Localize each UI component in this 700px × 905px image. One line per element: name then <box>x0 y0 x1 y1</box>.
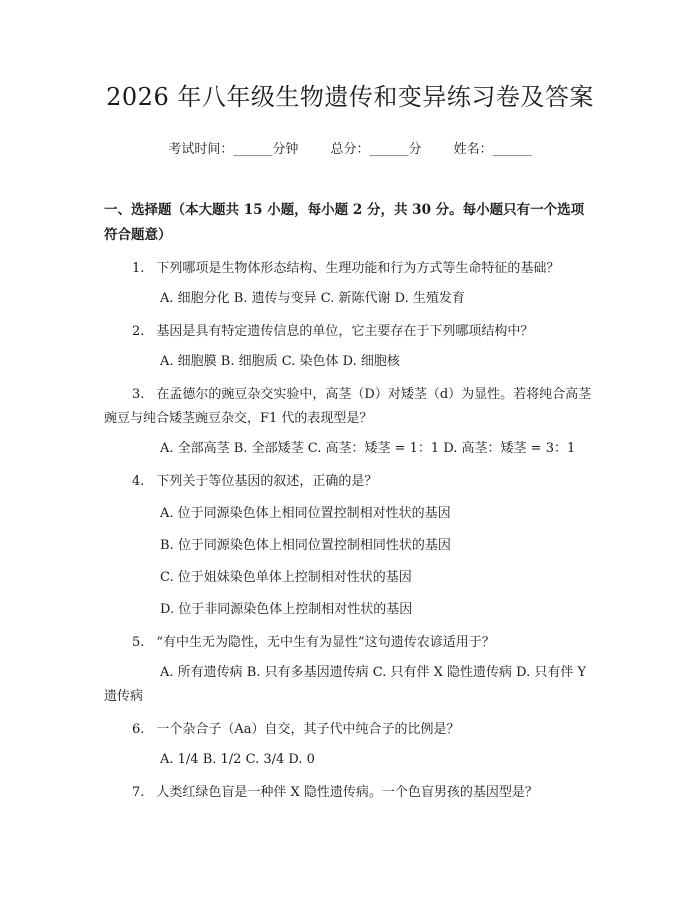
question-options: A. 细胞分化 B. 遗传与变异 C. 新陈代谢 D. 生殖发育 <box>160 291 465 306</box>
page-title: 2026 年八年级生物遗传和变异练习卷及答案 <box>106 83 594 111</box>
option-d: D. 位于非同源染色体上控制相对性状的基因 <box>160 602 413 617</box>
question-stem <box>104 257 596 281</box>
question-number: 1. <box>132 261 145 276</box>
question-options: A. 所有遗传病 B. 只有多基因遗传病 C. 只有伴 X 隐性遗传病 D. 只有伴 Y 遗传病 <box>104 665 587 704</box>
question-2 <box>104 320 596 374</box>
exam-meta <box>104 140 596 160</box>
question-options: A. 细胞膜 B. 细胞质 C. 染色体 D. 细胞核 <box>160 354 400 369</box>
question-stem <box>104 781 596 805</box>
section-heading: 一、选择题（本大题共 15 小题，每小题 2 分，共 30 分。每小题只有一个选项符合题意） <box>104 202 585 243</box>
question-number: 4. <box>132 474 145 489</box>
question-options: A. 全部高茎 B. 全部矮茎 C. 高茎：矮茎 = 1：1 D. 高茎：矮茎 = 3：1 <box>160 441 576 456</box>
question-1 <box>104 257 596 311</box>
question-text: “有中生无为隐性，无中生有为显性”这句遗传农谚适用于？ <box>156 635 495 650</box>
option-b: B. 位于同源染色体上相同位置控制相同性状的基因 <box>160 538 451 553</box>
question-text: 人类红绿色盲是一种伴 X 隐性遗传病。一个色盲男孩的基因型是？ <box>156 785 538 800</box>
question-number: 5. <box>132 635 145 650</box>
question-number: 3. <box>132 387 145 402</box>
question-text: 在孟德尔的豌豆杂交实验中，高茎（D）对矮茎（d）为显性。若将纯合高茎豌豆与纯合矮茎豌豆杂交，F1 代的表现型是？ <box>104 387 592 426</box>
question-number: 6. <box>132 722 145 737</box>
student-name-field: 姓名：______ <box>453 142 532 157</box>
question-stem <box>104 470 596 494</box>
question-options: A. 1/4 B. 1/2 C. 3/4 D. 0 <box>160 752 315 767</box>
option-c: C. 位于姐妹染色单体上控制相对性状的基因 <box>160 570 412 585</box>
question-4 <box>104 470 596 622</box>
total-score-field: 总分：______分 <box>330 142 422 157</box>
question-6 <box>104 718 596 772</box>
exam-time-field: 考试时间：______分钟 <box>168 142 299 157</box>
question-text: 基因是具有特定遗传信息的单位，它主要存在于下列哪项结构中？ <box>156 324 534 339</box>
question-3 <box>104 383 596 461</box>
question-number: 7. <box>132 785 145 800</box>
question-text: 下列哪项是生物体形态结构、生理功能和行为方式等生命特征的基础？ <box>156 261 560 276</box>
question-7 <box>104 781 596 805</box>
question-stem <box>104 383 596 431</box>
option-a: A. 位于同源染色体上相同位置控制相对性状的基因 <box>160 506 451 521</box>
question-stem <box>104 320 596 344</box>
question-text: 下列关于等位基因的叙述，正确的是？ <box>156 474 378 489</box>
question-number: 2. <box>132 324 145 339</box>
question-5 <box>104 631 596 709</box>
question-stem <box>104 718 596 742</box>
question-option-list <box>104 502 596 622</box>
question-stem <box>104 631 596 655</box>
question-text: 一个杂合子（Aa）自交，其子代中纯合子的比例是？ <box>156 722 460 737</box>
